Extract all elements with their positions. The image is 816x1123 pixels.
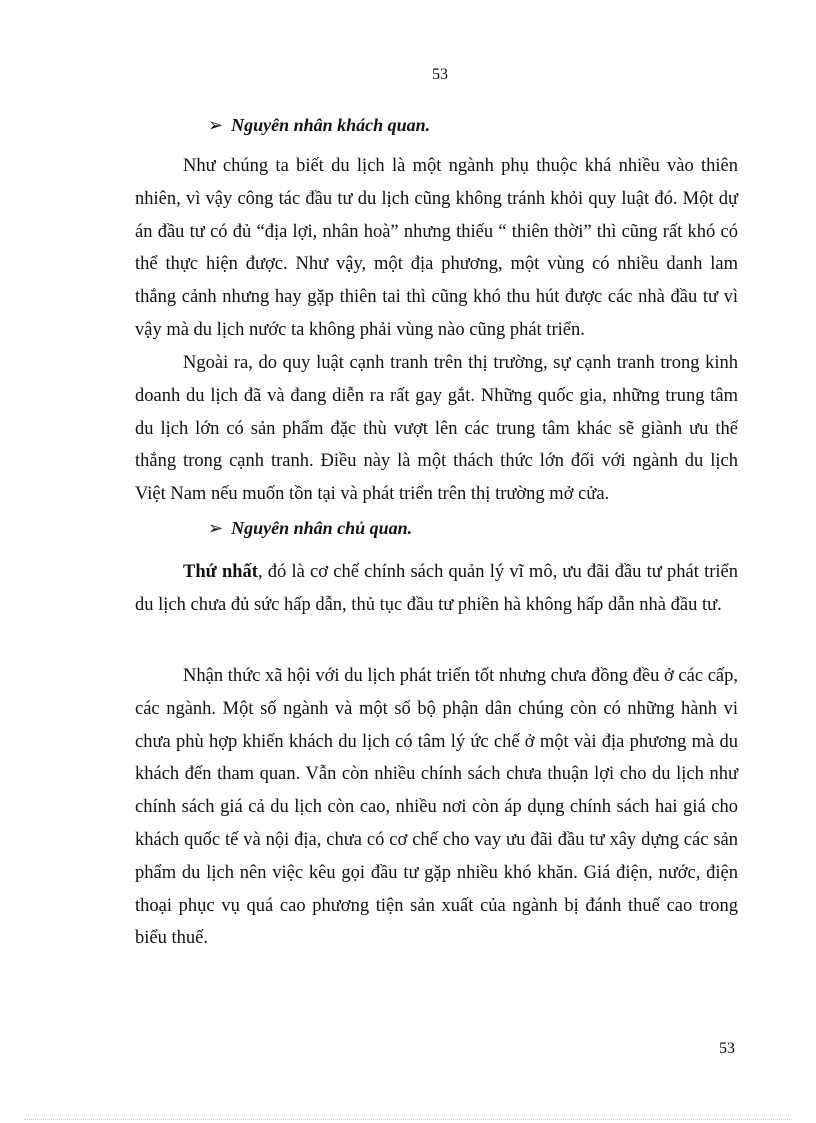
heading-subjective-text: Nguyên nhân chủ quan. [231, 518, 413, 538]
paragraph-2: Ngoài ra, do quy luật cạnh tranh trên thị trường, sự cạnh tranh trong kinh doanh du lịch đã và đang diễn ra rất gay gắt. Những quốc gia, những trung tâm du lịch lớn có sản phẩm đặc thù vượt lên các trung tâm khác sẽ giành ưu thế thắng trong cạnh tranh. Điều này là một thách thức lớn đối với ngành du lịch Việt Nam nếu muốn tồn tại và phát triển trên thị trường mở cửa. [135, 353, 738, 505]
heading-objective-text: Nguyên nhân khách quan. [231, 115, 431, 135]
arrow-bullet-icon: ➢ [208, 115, 224, 135]
heading-subjective-causes [208, 518, 412, 539]
page-number-bottom: 53 [719, 1040, 735, 1057]
paragraph-3 [135, 556, 738, 622]
paragraph-4: Nhận thức xã hội với du lịch phát triển tốt nhưng chưa đồng đều ở các cấp, các ngành. Một số ngành và một số bộ phận dân chúng còn có những hành vi chưa phù hợp khiến khách du lịch có tâm lý ức chế ở một vài địa phương mà du khách đến tham quan. Vẫn còn nhiều chính sách chưa thuận lợi cho du lịch như chính sách giá cả du lịch còn cao, nhiều nơi còn áp dụng chính sách hai giá cho khách quốc tế và nội địa, chưa có cơ chế cho vay ưu đãi đầu tư xây dựng các sản phẩm du lịch nên việc kêu gọi đầu tư gặp nhiều khó khăn. Giá điện, nước, điện thoại phục vụ quá cao phương tiện sản xuất của ngành bị đánh thuế cao trong biểu thuế. [135, 666, 738, 949]
page-number-top: 53 [432, 66, 448, 83]
paragraph-3-rest: , đó là cơ chế chính sách quản lý vĩ mô, ưu đãi đầu tư phát triển du lịch chưa đủ sức hấp dẫn, thủ tục đầu tư phiền hà không hấp dẫn nhà đầu tư. [135, 562, 738, 615]
heading-objective-causes [208, 115, 430, 136]
page-bottom-divider [24, 1119, 792, 1120]
paragraph-1: Như chúng ta biết du lịch là một ngành phụ thuộc khá nhiều vào thiên nhiên, vì vậy công tác đầu tư du lịch cũng không tránh khỏi quy luật đó. Một dự án đầu tư có đủ “địa lợi, nhân hoà” nhưng thiếu “ thiên thời” thì cũng rất khó có thể thực hiện được. Như vậy, một địa phương, một vùng có nhiều danh lam thắng cảnh nhưng hay gặp thiên tai thì cũng khó thu hút được các nhà đầu tư vì vậy mà du lịch nước ta không phải vùng nào cũng phát triển. [135, 156, 738, 340]
paragraph-3-lead: Thứ nhất [183, 562, 258, 582]
arrow-bullet-icon: ➢ [208, 518, 224, 538]
